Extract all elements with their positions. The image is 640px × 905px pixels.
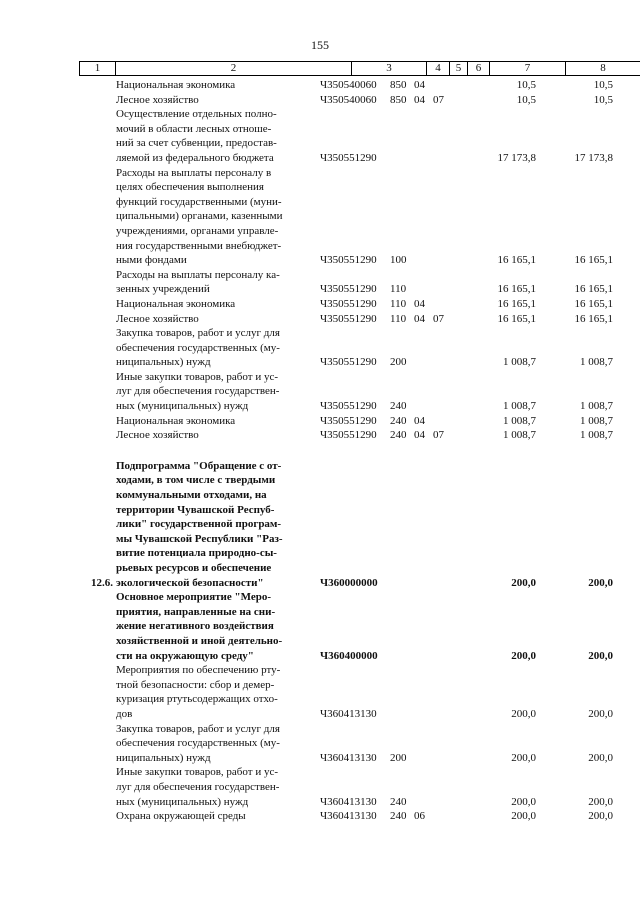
table-header [79,61,640,76]
description-line: рьевых ресурсов и обеспечение [116,562,272,574]
row-amount-1: 200,0 [511,576,536,589]
description-line: ляемой из федерального бюджета [116,151,274,164]
description-line: Мероприятия по обеспечению рту- [116,664,281,677]
row-description [116,765,318,809]
row-amount-2: 16 165,1 [574,297,613,310]
row-description [116,414,318,429]
row-description [116,590,318,663]
row-code: Ч350551290 [320,414,377,427]
header-col-8: 8 [600,62,606,74]
description-line: Основное мероприятие "Меро- [116,591,272,604]
description-line: Национальная экономика [116,414,236,427]
table-row [0,370,640,414]
row-amount-2: 1 008,7 [580,429,613,442]
description-line: ниципальных) нужд [116,356,211,369]
row-amount-2: 17 173,8 [574,151,613,164]
description-line: территории Чувашской Респуб- [116,503,275,516]
row-code: Ч350551290 [320,400,377,413]
description-line: коммунальными отходами, на [116,489,267,502]
row-amount-1: 200,0 [511,810,536,823]
row-section: 04 [414,297,425,310]
table-row [0,459,640,590]
row-amount-2: 10,5 [593,93,613,106]
row-amount-1: 10,5 [516,79,536,91]
row-description [116,809,318,824]
description-line: учреждениями, органами управле- [116,224,279,237]
header-col-2: 2 [116,62,352,75]
row-amount-1: 200,0 [511,649,536,662]
row-amount-2: 1 008,7 [580,414,613,427]
row-expense-type: 240 [390,400,407,413]
description-line: Иные закупки товаров, работ и ус- [116,766,278,779]
row-amount-2: 200,0 [588,751,613,764]
row-amount-1: 16 165,1 [497,254,536,267]
row-amount-2: 200,0 [588,649,613,662]
row-code: Ч350551290 [320,254,377,267]
row-amount-1: 200,0 [511,751,536,764]
row-expense-type: 240 [390,810,407,823]
row-code: Ч350551290 [320,283,377,296]
description-line: жение негативного воздействия [116,620,274,633]
row-description [116,166,318,268]
table-row [0,663,640,721]
table-row [0,590,640,663]
row-expense-type: 110 [390,312,407,325]
description-line: Лесное хозяйство [116,429,199,442]
row-amount-1: 1 008,7 [503,400,536,413]
description-line: обеспечения государственных (му- [116,737,280,750]
table-row [0,414,640,429]
row-amount-1: 1 008,7 [503,414,536,427]
row-amount-2: 16 165,1 [574,312,613,325]
row-expense-type: 110 [390,297,407,310]
row-amount-2: 1 008,7 [580,400,613,413]
description-line: Подпрограмма "Обращение с от- [116,459,282,472]
description-line: ными фондами [116,254,187,267]
row-description [116,268,318,297]
row-description [116,326,318,370]
description-line: ходами, в том числе с твердыми [116,474,276,487]
header-col-7: 7 [490,62,566,75]
row-code: Ч360000000 [320,576,378,589]
description-line: Расходы на выплаты персоналу ка- [116,268,280,281]
table-row [0,268,640,297]
row-amount-2: 10,5 [593,79,613,91]
row-subsection: 07 [433,429,444,442]
row-description [116,370,318,414]
table-row [0,166,640,268]
description-line: экологической безопасности" [116,576,264,589]
table-row [0,765,640,809]
row-amount-2: 16 165,1 [574,254,613,267]
row-code: Ч350551290 [320,312,377,325]
description-line: Лесное хозяйство [116,312,199,325]
row-code: Ч360400000 [320,649,378,662]
table-row [0,93,640,108]
description-line: обеспечения государственных (му- [116,341,280,354]
row-description [116,93,318,108]
description-line: Иные закупки товаров, работ и ус- [116,370,278,383]
description-line: функций государственными (муни- [116,195,282,208]
description-line: дов [116,707,133,720]
row-description [116,78,318,93]
row-code: Ч350540060 [320,79,377,91]
row-expense-type: 850 [390,93,407,106]
description-line: куризация ртутьсодержащих отхо- [116,693,278,706]
description-line: ний за счет субвенции, предостав- [116,137,277,150]
row-code: Ч360413130 [320,751,377,764]
row-code: Ч350551290 [320,429,377,442]
description-line: Закупка товаров, работ и услуг для [116,327,280,340]
description-line: тной безопасности: сбор и демер- [116,678,275,691]
row-amount-1: 1 008,7 [503,356,536,369]
table-row [0,107,640,165]
header-col-4: 4 [427,62,450,75]
row-amount-2: 200,0 [588,810,613,823]
row-number: 12.6. [91,576,113,589]
description-line: зенных учреждений [116,283,210,296]
description-line: ных (муниципальных) нужд [116,795,249,808]
row-code: Ч350551290 [320,151,377,164]
row-section: 04 [414,312,425,325]
table-row [0,428,640,443]
row-amount-2: 200,0 [588,795,613,808]
row-section: 06 [414,810,425,823]
row-code: Ч350551290 [320,356,377,369]
description-line: ных (муниципальных) нужд [116,400,249,413]
table-body [0,78,640,824]
row-amount-1: 17 173,8 [497,151,536,164]
description-line: хозяйственной и иной деятельно- [116,634,283,647]
table-row [0,78,640,93]
description-line: лики" государственной програм- [116,518,282,531]
description-line: целях обеспечения выполнения [116,181,264,194]
row-amount-1: 16 165,1 [497,312,536,325]
description-line: ниципальных) нужд [116,751,211,764]
description-line: мочий в области лесных отноше- [116,122,272,135]
table-row [0,312,640,327]
header-col-3: 3 [352,62,427,75]
description-line: Закупка товаров, работ и услуг для [116,722,280,735]
description-line: луг для обеспечения государствен- [116,780,280,793]
row-code: Ч350540060 [320,93,377,106]
description-line: Осуществление отдельных полно- [116,108,277,121]
table-row [0,722,640,766]
row-code: Ч360413130 [320,810,377,823]
row-expense-type: 100 [390,254,407,267]
row-description [116,663,318,721]
row-description [116,312,318,327]
row-code: Ч350551290 [320,297,377,310]
row-expense-type: 200 [390,751,407,764]
row-amount-1: 1 008,7 [503,429,536,442]
table-row [0,297,640,312]
row-amount-1: 16 165,1 [497,283,536,296]
description-line: Охрана окружающей среды [116,810,246,823]
description-line: Национальная экономика [116,79,236,91]
row-description [116,722,318,766]
row-subsection: 07 [433,312,444,325]
table-row [0,809,640,824]
row-expense-type: 110 [390,283,407,296]
row-code: Ч360413130 [320,707,377,720]
row-expense-type: 240 [390,795,407,808]
row-expense-type: 200 [390,356,407,369]
row-section: 04 [414,429,425,442]
header-col-1: 1 [80,62,116,75]
row-amount-1: 16 165,1 [497,297,536,310]
row-section: 04 [414,93,425,106]
row-description [116,459,318,590]
description-line: Расходы на выплаты персоналу в [116,166,272,179]
row-code: Ч360413130 [320,795,377,808]
row-amount-1: 10,5 [516,93,536,106]
page-number: 155 [311,38,329,52]
description-line: мы Чувашской Республики "Раз- [116,532,283,545]
row-amount-2: 16 165,1 [574,283,613,296]
row-amount-2: 200,0 [588,707,613,720]
description-line: Национальная экономика [116,297,236,310]
row-expense-type: 850 [390,79,407,91]
description-line: витие потенциала природно-сы- [116,547,277,560]
row-description [116,107,318,165]
description-line: луг для обеспечения государствен- [116,385,280,398]
header-col-6: 6 [468,62,490,75]
table-row [0,326,640,370]
row-amount-2: 1 008,7 [580,356,613,369]
row-amount-1: 200,0 [511,707,536,720]
row-amount-2: 200,0 [588,576,613,589]
row-section: 04 [414,414,425,427]
description-line: приятия, направленные на сни- [116,605,276,618]
description-line: ния государственными внебюджет- [116,239,282,252]
header-col-5: 5 [450,62,468,75]
row-description [116,297,318,312]
row-section: 04 [414,79,425,91]
row-description [116,428,318,443]
description-line: Лесное хозяйство [116,93,199,106]
row-amount-1: 200,0 [511,795,536,808]
description-line: ципальными) органами, казенными [116,210,283,223]
row-expense-type: 240 [390,414,407,427]
description-line: сти на окружающую среду" [116,649,254,662]
row-subsection: 07 [433,93,444,106]
row-expense-type: 240 [390,429,407,442]
